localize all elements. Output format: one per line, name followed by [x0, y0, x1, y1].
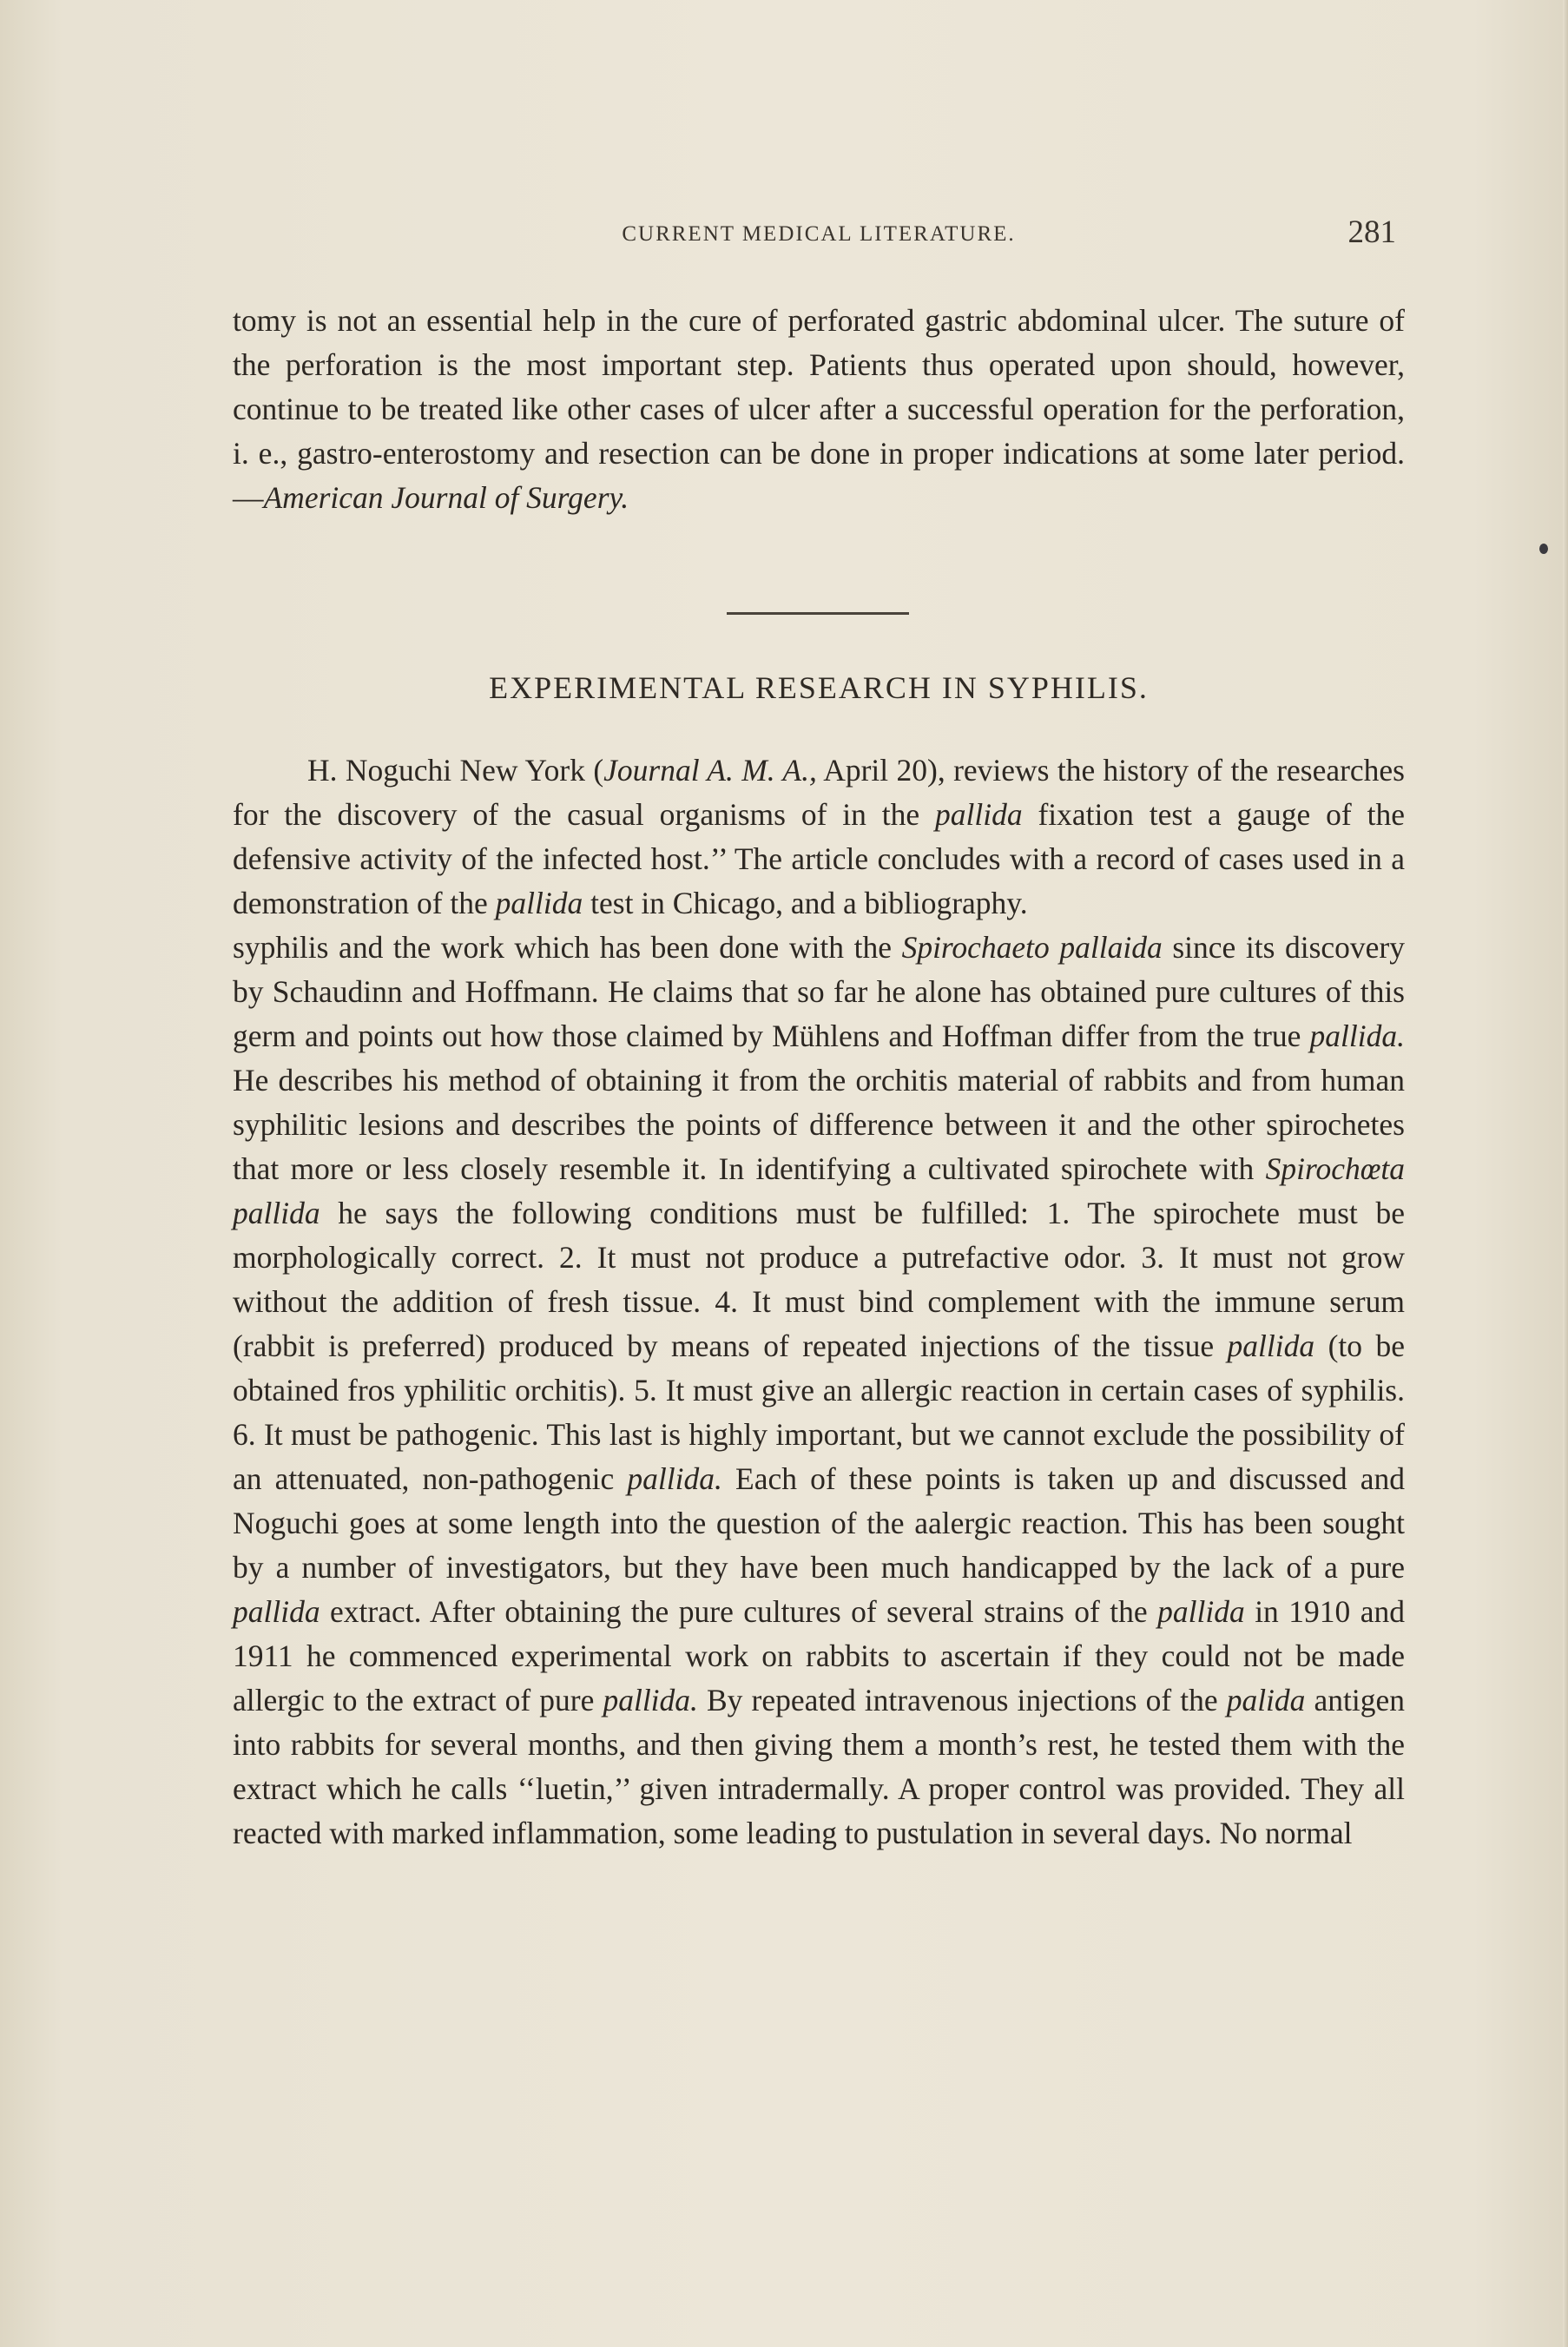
text-run: He describes his method of obtaining it from the orchitis material of rabbits and from human syphilitic lesions and describes the points of difference between it and the other spirochetes that more or less closely resemble it. In identifying a cultivated spirochete with [233, 1063, 1405, 1186]
italic-run: pallida. [627, 1461, 722, 1496]
text-run: since its discovery by Schaudinn and Hoffmann. He claims that so far he alone has obtained pure cultures of this germ and points out how those claimed by Mühlens and Hoffman differ from the true [233, 930, 1406, 1053]
paragraph-2 [233, 926, 1405, 1856]
text-run: extract. After obtaining the pure cultures of several strains of the [320, 1594, 1158, 1629]
italic-run: pallida [1157, 1594, 1245, 1629]
text-run: antigen into rabbits for several months, and then giving them a month’s rest, he tested them with the extract which he calls ‘‘luetin,’’ given intradermally. A proper control was provided. They all reacted with marked inflammation, some leading to pustulation in several days. No normal [233, 1683, 1405, 1850]
top-section [233, 299, 1405, 520]
text-run: test in Chicago, and a bibliography. [583, 886, 1028, 920]
continued-text: tomy is not an essential help in the cure of perforated gastric abdominal ulcer. The suture of the perforation is the most important step. Patients thus operated upon should, however, continue to be treated like other cases of ulcer after a successful operation for the perforation, i. e., gastro-enterostomy and resection can be done in proper indications at some later period.— [233, 303, 1405, 515]
page-edge [1563, 0, 1568, 2347]
article-body [233, 748, 1405, 1856]
page-header [233, 214, 1405, 262]
italic-run: palida [1226, 1683, 1306, 1717]
ink-spot [1539, 544, 1548, 554]
text-run: he says the following conditions must be fulfilled: 1. The spirochete must be morphologically correct. 2. It must not produce a putrefactive odor. 3. It must not grow without the addition of fresh tissue. 4. It must bind complement with the immune serum (rabbit is preferred) produced by means of repeated injections of the tissue [233, 1196, 1405, 1363]
italic-run: Journal A. M. A., [603, 753, 817, 788]
italic-run: pallida. [1309, 1019, 1405, 1053]
italic-run: Spirochœta pallida [233, 1151, 1405, 1230]
italic-run: pallida [934, 797, 1023, 832]
italic-run: pallida [233, 1594, 320, 1629]
paragraph-1 [233, 748, 1405, 926]
italic-run: pallida. [603, 1683, 698, 1717]
text-run: syphilis and the work which has been done with the [233, 930, 902, 965]
text-run: fixation test a gauge of the defensive activity of the infected host.’’ The article concludes with a record of cases used in a demonstration of the [233, 797, 1405, 920]
text-run: (to be obtained fros yphilitic orchitis). 5. It must give an allergic reaction in certain cases of syphilis. 6. It must be pathogenic. This last is highly important, but we cannot exclude the possibility of an attenuated, non-pathogenic [233, 1328, 1405, 1496]
section-title: EXPERIMENTAL RESEARCH IN SYPHILIS. [489, 670, 1149, 705]
running-head: CURRENT MEDICAL LITERATURE. [622, 222, 1016, 246]
italic-run: pallida [495, 886, 583, 920]
continued-paragraph [233, 299, 1405, 520]
section-divider [727, 612, 909, 615]
source-citation: American Journal of Surgery. [263, 480, 629, 515]
text-run: in 1910 and 1911 he commenced experimental work on rabbits to ascertain if they could not be made allergic to the extract of pure [233, 1594, 1405, 1717]
text-run: Each of these points is taken up and discussed and Noguchi goes at some length into the question of the aalergic reaction. This has been sought by a number of investigators, but they have been much handicapped by the lack of a pure [233, 1461, 1405, 1585]
text-run: April 20), reviews the history of the researches for the discovery of the casual organisms of in the [233, 753, 1405, 832]
text-run: By repeated intravenous injections of the [697, 1683, 1227, 1717]
italic-run: pallida [1227, 1328, 1315, 1363]
italic-run: Spirochaeto pallaida [901, 930, 1163, 965]
text-run: H. Noguchi New York ( [307, 753, 604, 788]
page-number: 281 [1347, 214, 1396, 250]
